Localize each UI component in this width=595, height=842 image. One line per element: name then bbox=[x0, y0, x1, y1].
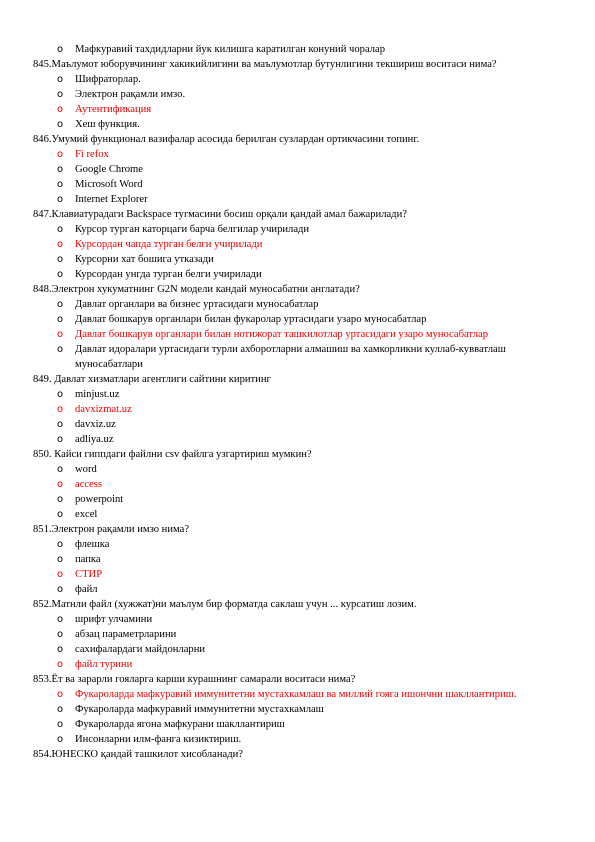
question-text: 851.Электрон рақамли имзо нима? bbox=[33, 524, 190, 535]
answer-option bbox=[0, 42, 575, 57]
question-text: 853.Ёт ва зарарли гояларга карши курашнинг самарали воситаси нима? bbox=[33, 674, 356, 685]
bullet-icon: o bbox=[57, 734, 64, 745]
answer-option-text: Аутентификация bbox=[75, 104, 152, 115]
answer-option bbox=[0, 492, 575, 507]
question-text: 847.Клавиатурадаги Backspace тугмасини босиш орқали қандай амал бажарилади? bbox=[33, 209, 407, 220]
answer-option bbox=[0, 162, 575, 177]
answer-option-text: папка bbox=[75, 554, 101, 565]
answer-option-text: Курсорни хат бошига утказади bbox=[75, 254, 214, 265]
bullet-icon: o bbox=[57, 104, 64, 115]
answer-option-text: word bbox=[75, 464, 97, 475]
answer-option-text: access bbox=[75, 479, 103, 490]
bullet-icon: o bbox=[57, 299, 64, 310]
answer-option-text: Шифраторлар. bbox=[75, 74, 141, 85]
answer-option-text: абзац параметрларини bbox=[75, 629, 177, 640]
bullet-icon: o bbox=[57, 74, 64, 85]
answer-option-correct bbox=[0, 567, 575, 582]
question-text: 845.Маълумот юборувчининг хакикийлигини ва маълумотлар бутунлигини текшириш воситаси нима? bbox=[33, 59, 497, 70]
answer-option-text: шрифт улчамини bbox=[75, 614, 153, 625]
answer-option-text: Курсордан унгда турган белги учирилади bbox=[75, 269, 262, 280]
question-text: 846.Умумий функционал вазифалар асосида берилган сузлардан ортикчасини топинг. bbox=[33, 134, 420, 145]
answer-option-text: Электрон рақамли имзо. bbox=[75, 89, 186, 100]
bullet-icon: o bbox=[57, 89, 64, 100]
answer-option-text: davxiz.uz bbox=[75, 419, 116, 430]
bullet-icon: o bbox=[57, 509, 64, 520]
answer-option bbox=[0, 732, 575, 747]
bullet-icon: o bbox=[57, 149, 64, 160]
bullet-icon: o bbox=[57, 179, 64, 190]
answer-option-text: СТИР bbox=[75, 569, 103, 580]
answer-option-text: Microsoft Word bbox=[75, 179, 143, 190]
bullet-icon: o bbox=[57, 554, 64, 565]
bullet-icon: o bbox=[57, 704, 64, 715]
answer-option-text: Google Chrome bbox=[75, 164, 143, 175]
answer-option-text: Курсор турган каторцаги барча белгилар учирилади bbox=[75, 224, 310, 235]
answer-option-text: Давлат бошкарув органлари билан нотижорат ташкилотлар уртасидаги узаро муносабатлар bbox=[75, 329, 489, 340]
question-text: 848.Электрон хукуматнинг G2N модели кандай муносабатни англатади? bbox=[33, 284, 360, 295]
bullet-icon: o bbox=[57, 194, 64, 205]
answer-option bbox=[0, 252, 575, 267]
bullet-icon: o bbox=[57, 569, 64, 580]
answer-option bbox=[0, 552, 575, 567]
answer-option-text: Fi refox bbox=[75, 149, 109, 160]
answer-option-correct bbox=[0, 102, 575, 117]
bullet-icon: o bbox=[57, 479, 64, 490]
bullet-icon: o bbox=[57, 164, 64, 175]
answer-option-text: Давлат органлари ва бизнес уртасидаги муносабатлар bbox=[75, 299, 319, 310]
bullet-icon: o bbox=[57, 119, 64, 130]
answer-option bbox=[0, 222, 575, 237]
answer-option-correct bbox=[0, 477, 575, 492]
answer-option bbox=[0, 297, 575, 312]
answer-option-correct bbox=[0, 147, 575, 162]
bullet-icon: o bbox=[57, 254, 64, 265]
answer-option-text: minjust.uz bbox=[75, 389, 120, 400]
answer-option-text: Курсордан чапда турган белги учирилади bbox=[75, 239, 263, 250]
answer-option-text: excel bbox=[75, 509, 98, 520]
answer-option bbox=[0, 612, 575, 627]
answer-option-text: Инсонларни илм-фанга кизиктириш. bbox=[75, 734, 242, 745]
bullet-icon: o bbox=[57, 644, 64, 655]
answer-option bbox=[0, 177, 575, 192]
bullet-icon: o bbox=[57, 689, 64, 700]
answer-option bbox=[0, 87, 575, 102]
answer-option-text: Фукароларда ягона мафкурани шакллантириш bbox=[75, 719, 285, 730]
bullet-icon: o bbox=[57, 719, 64, 730]
bullet-icon: o bbox=[57, 239, 64, 250]
answer-option-text: сахифалардаги майдонларни bbox=[75, 644, 206, 655]
bullet-icon: o bbox=[57, 434, 64, 445]
bullet-icon: o bbox=[57, 269, 64, 280]
bullet-icon: o bbox=[57, 464, 64, 475]
answer-option bbox=[0, 537, 575, 552]
answer-option bbox=[0, 387, 575, 402]
bullet-icon: o bbox=[57, 614, 64, 625]
answer-option bbox=[0, 417, 575, 432]
bullet-icon: o bbox=[57, 494, 64, 505]
answer-option-text: adliya.uz bbox=[75, 434, 114, 445]
answer-option-text: Хеш функция. bbox=[75, 119, 140, 130]
answer-option-text: Мафкуравий тахдидларни йук килишга каратилган конуний чоралар bbox=[75, 44, 386, 55]
answer-option bbox=[0, 462, 575, 477]
answer-option bbox=[0, 642, 575, 657]
answer-option bbox=[0, 267, 575, 282]
answer-option-text: powerpoint bbox=[75, 494, 124, 505]
answer-option-correct bbox=[0, 402, 575, 417]
answer-option bbox=[0, 342, 555, 372]
answer-option-text: Internet Explorer bbox=[75, 194, 148, 205]
answer-option-text: Давлат бошкарув органлари билан фукаролар уртасидаги узаро муносабатлар bbox=[75, 314, 427, 325]
question-text: 852.Матнли файл (хужжат)ни маълум бир форматда саклаш учун ... курсатиш лозим. bbox=[33, 599, 417, 610]
answer-option bbox=[0, 312, 575, 327]
bullet-icon: o bbox=[57, 329, 64, 340]
answer-option-text: Давлат идоралари уртасидаги турли ахборотларни алмашиш ва хамкорликни куллаб-кувватлаш муносабатлари bbox=[75, 344, 506, 370]
bullet-icon: o bbox=[57, 389, 64, 400]
answer-option bbox=[0, 702, 575, 717]
answer-option bbox=[0, 117, 575, 132]
bullet-icon: o bbox=[57, 629, 64, 640]
answer-option bbox=[0, 72, 575, 87]
answer-option-text: файл турини bbox=[75, 659, 133, 670]
bullet-icon: o bbox=[57, 344, 64, 355]
answer-option bbox=[0, 192, 575, 207]
answer-option bbox=[0, 627, 575, 642]
answer-option-correct bbox=[0, 657, 575, 672]
bullet-icon: o bbox=[57, 314, 64, 325]
bullet-icon: o bbox=[57, 44, 64, 55]
answer-option bbox=[0, 717, 575, 732]
answer-option bbox=[0, 582, 575, 597]
bullet-icon: o bbox=[57, 419, 64, 430]
answer-option-text: Фукароларда мафкуравий иммунитетни мустахкамлаш bbox=[75, 704, 324, 715]
answer-option-correct bbox=[0, 687, 555, 702]
answer-option-text: davxizmat.uz bbox=[75, 404, 132, 415]
bullet-icon: o bbox=[57, 404, 64, 415]
bullet-icon: o bbox=[57, 659, 64, 670]
answer-option-text: Фукароларда мафкуравий иммунитетни мустахкамлаш ва миллий гояга ишончни шакллантириш. bbox=[75, 689, 517, 700]
answer-option-text: флешка bbox=[75, 539, 110, 550]
answer-option-text: файл bbox=[75, 584, 98, 595]
question-text: 854.ЮНЕСКО қандай ташкилот хисобланади? bbox=[33, 749, 244, 760]
bullet-icon: o bbox=[57, 584, 64, 595]
bullet-icon: o bbox=[57, 224, 64, 235]
answer-option bbox=[0, 432, 575, 447]
bullet-icon: o bbox=[57, 539, 64, 550]
answer-option bbox=[0, 507, 575, 522]
question-text: 850. Кайси гиппдаги файлни csv файлга узгартириш мумкин? bbox=[33, 449, 312, 460]
question-text: 849. Давлат хизматлари агентлиги сайтини киритинг bbox=[33, 374, 271, 385]
answer-option-correct bbox=[0, 327, 575, 342]
answer-option-correct bbox=[0, 237, 575, 252]
